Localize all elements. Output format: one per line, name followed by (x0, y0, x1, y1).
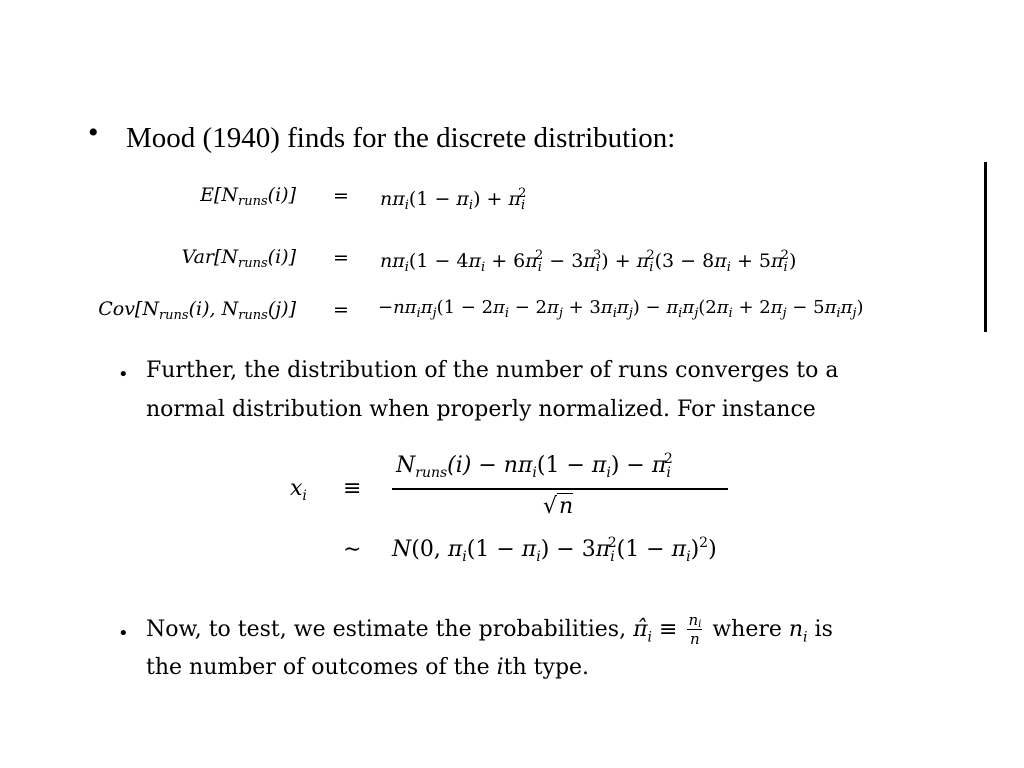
equals-sign: = (333, 185, 349, 207)
bullet-marker: • (88, 116, 99, 149)
bullet-marker: • (118, 623, 129, 644)
normal-distribution: N(0, $\pi_i(1 - \pi_i) - 3\pi_i^2(1 - \pi_i)^2$) (392, 535, 717, 565)
equals-sign: = (333, 299, 349, 321)
bullet-marker: • (118, 364, 129, 385)
equals-sign: = (333, 247, 349, 269)
definition-lhs: $x_i$ (290, 476, 307, 504)
vertical-rule (984, 162, 987, 332)
variance-lhs: $Var[N_{runs}(i)]$ (181, 246, 296, 271)
expectation-lhs: $E[N_{runs}(i)]$ (200, 184, 296, 209)
sim-sign: ∼ (343, 537, 362, 562)
variance-rhs: $n\pi_i(1 - 4\pi_i + 6\pi_i^2 - 3\pi_i^3) + \pi_i^2(3 - 8\pi_i + 5\pi_i^2)$ (380, 248, 797, 275)
bullet-3-line-2: the number of outcomes of the ith type. (146, 655, 590, 680)
equiv-sign: ≡ (343, 476, 362, 501)
definition-numerator: $N_{runs}(i) - n\pi_i(1 - \pi_i) - \pi_i^2$ (396, 451, 673, 481)
expectation-rhs: $n\pi_i(1 - \pi_i) + \pi_i^2$ (380, 186, 527, 213)
fraction-bar (392, 488, 728, 490)
bullet-heading-text: Mood (1940) finds for the discrete distribution: (126, 122, 676, 154)
definition-denominator: √n (543, 494, 574, 519)
bullet-2-line-1: Further, the distribution of the number of runs converges to a (146, 358, 839, 383)
estimate-fraction: $n_i$ n (688, 611, 702, 648)
covariance-rhs: $-n\pi_i\pi_j(1 - 2\pi_i - 2\pi_j + 3\pi_i\pi_j) - \pi_i\pi_j(2\pi_i + 2\pi_j - 5\pi_i\pi_j)$ (378, 297, 864, 321)
bullet-3-line-1: Now, to test, we estimate the probabilities, $\pî_i \equiv n_i$ n where $n_i$ is (146, 611, 833, 648)
bullet-2-line-2: normal distribution when properly normalized. For instance (146, 397, 816, 422)
covariance-lhs: $Cov[N_{runs}(i)$, $N_{runs}(j)$] (98, 298, 296, 323)
